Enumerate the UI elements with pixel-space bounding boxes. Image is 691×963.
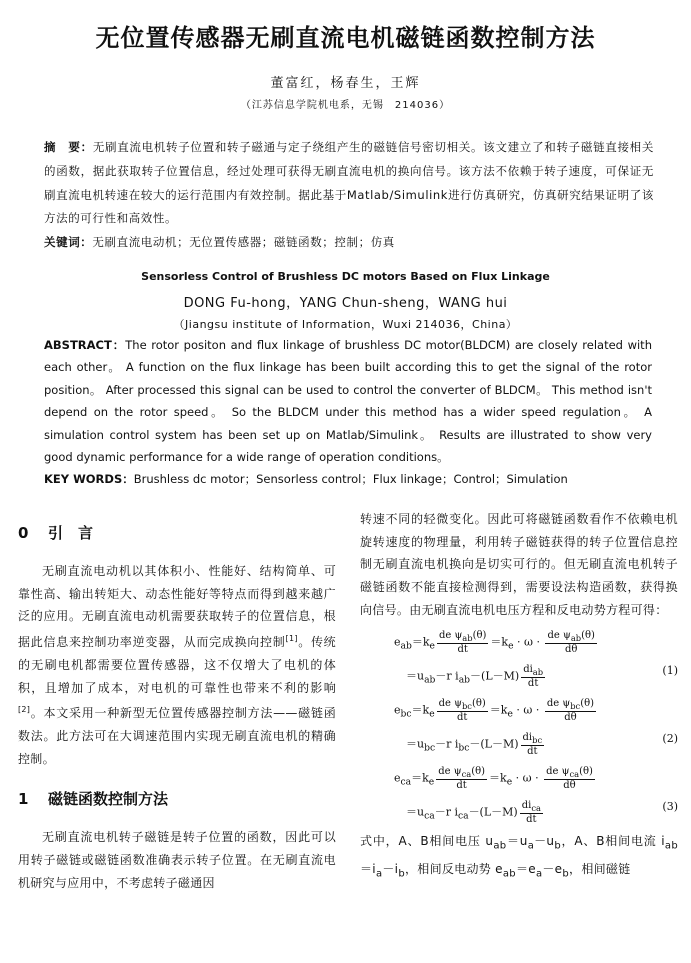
fraction: $\frac{de \psi_{bc}(\theta)}{dt}$	[438, 697, 486, 723]
equation-number: (2)	[662, 731, 678, 745]
subscript: ca	[457, 810, 469, 822]
subscript: bc	[461, 700, 472, 711]
subscript: e	[507, 708, 513, 720]
equation-line: $e_{ab}=k_e$ $\frac{de \psi_{ab}(\theta)}{dt}$ $=k_e \cdot \omega$ · $\frac{de \psi_{ab}(\theta)}{d\theta}$	[394, 629, 595, 655]
left-column	[18, 518, 336, 894]
equations-block	[360, 622, 678, 826]
fraction: $\frac{de \psi_{ca}(\theta)}{d\theta}$	[546, 765, 593, 791]
section1-paragraph: 无刷直流电机转子磁链是转子位置的函数，因此可以用转子磁链或磁链函数准确表示转子位置。在无刷直流电机研究与应用中，不考虑转子磁通因	[18, 830, 336, 890]
english-affiliation: （Jiangsu institute of Information，Wuxi 214036，China）	[173, 318, 518, 331]
subscript: e	[429, 640, 435, 652]
citation-2: [2]	[18, 705, 31, 715]
intro-heading	[18, 518, 336, 548]
chinese-keywords	[44, 231, 654, 255]
equation-line: $=u_{bc}-r$ $i_{bc}-(L-M)$ $\frac{di_{bc}}{dt}$ (2)	[406, 731, 678, 757]
citation-1: [1]	[285, 634, 298, 644]
subscript: ca	[400, 776, 412, 788]
subscript: bc	[424, 742, 436, 754]
chinese-abstract-block	[44, 136, 654, 255]
subscript: e	[506, 776, 513, 788]
intro-number: 0	[18, 524, 29, 542]
abstract-label: 摘 要：	[44, 140, 93, 154]
fraction: $\frac{de \psi_{ca}(\theta)}{dt}$	[438, 765, 486, 791]
paper-title: 无位置传感器无刷直流电机磁链函数控制方法	[95, 23, 596, 52]
subscript: e	[508, 640, 514, 652]
en-abstract-label: ABSTRACT：	[44, 338, 126, 352]
subscript: ca	[569, 768, 580, 779]
intro-paragraph	[18, 560, 336, 770]
english-title: Sensorless Control of Brushless DC motors Based on Flux Linkage	[141, 270, 550, 283]
section1-title: 磁链函数控制方法	[48, 790, 169, 809]
equation-line: $=u_{ab}-r$ $i_{ab}-(L-M)$ $\frac{di_{ab}}{dt}$ (1)	[406, 663, 678, 689]
subscript: ca	[424, 810, 435, 822]
section1-number: 1	[18, 790, 29, 809]
english-authors: DONG Fu-hong，YANG Chun-sheng，WANG hui	[183, 296, 508, 311]
equation-number: (3)	[662, 799, 678, 813]
subscript: ab	[570, 632, 582, 643]
affiliation: （江苏信息学院机电系，无锡 214036）	[240, 100, 451, 111]
en-keywords-text: Brushless dc motor；Sensorless control；Flux linkage；Control；Simulation	[133, 472, 568, 487]
section1-heading	[18, 784, 336, 814]
subscript: ca	[461, 768, 472, 779]
fraction: $\frac{de \psi_{bc}(\theta)}{d\theta}$	[546, 697, 595, 723]
english-abstract-block	[44, 334, 652, 491]
fraction: $\frac{di_{ca}}{dt}$	[521, 799, 541, 825]
equation-line: $e_{ca}=k_e$ $\frac{de \psi_{ca}(\theta)}{dt}$ $=k_e \cdot \omega$ · $\frac{de \psi_{ca}(\theta)}{d\theta}$	[394, 765, 593, 791]
equation-line: $=u_{ca}-r$ $i_{ca}-(L-M)$ $\frac{di_{ca}}{dt}$ (3)	[406, 799, 678, 825]
right-paragraph-2: 式中，A、B相间电压 $u_{ab}=u_a-u_b$，A、B相间电流 $i_{ab}=i_a-i_b$，相间反电动势 $e_{ab}=e_a-e_b$，相间磁链	[360, 833, 678, 879]
subscript: bc	[400, 708, 412, 720]
right-column	[360, 508, 678, 886]
equation-number: (1)	[662, 663, 678, 677]
subscript: ab	[462, 632, 473, 643]
subscript: e	[428, 776, 435, 788]
fraction: $\frac{di_{bc}}{dt}$	[522, 731, 543, 757]
keywords-label: 关键词：	[44, 235, 93, 250]
intro-text-3: 。本文采用一种新型无位置传感器控制方法——磁链函数法。此方法可在大调速范围内实现无刷直流电机的精确控制。	[18, 706, 336, 766]
keywords-text: 无刷直流电动机；无位置传感器；磁链函数；控制；仿真	[92, 235, 395, 250]
fraction: $\frac{di_{ab}}{dt}$	[523, 663, 544, 689]
fraction: $\frac{de \psi_{ab}(\theta)}{d\theta}$	[547, 629, 595, 655]
authors: 董富红，杨春生，王辉	[270, 76, 421, 91]
subscript: ca	[531, 802, 541, 813]
equation-line: $e_{bc}=k_e$ $\frac{de \psi_{bc}(\theta)}{dt}$ $=k_e \cdot \omega$ · $\frac{de \psi_{bc}(\theta)}{d\theta}$	[394, 697, 595, 723]
subscript: e	[429, 708, 435, 720]
intro-title: 引 言	[48, 524, 94, 542]
subscript: ab	[400, 640, 412, 652]
subscript: ab	[424, 674, 436, 686]
right-paragraph-1: 转速不同的轻微变化。因此可将磁链函数看作不依赖电机旋转速度的物理量，利用转子磁链获得的转子位置信息控制无刷直流电机换向是切实可行的。但无刷直流电机转子磁链函数不能直接检测得到，需要设法构造函数，获得换向信号。由无刷直流电机电压方程和反电动势方程可得：	[360, 512, 678, 617]
intro-text-1: 无刷直流电动机以其体积小、性能好、结构简单、可靠性高、输出转矩大、动态性能好等特点而得到越来越广泛的应用。无刷直流电动机需要获取转子的位置信息，根据此信息来控制功率逆变器，从而完成换向控制	[18, 564, 336, 650]
en-abstract-text: The rotor positon and flux linkage of brushless DC motor(BLDCM) are closely related with each other。 A function on the flux linkage has been built according this to get the signal of the rotor position。 After processed this signal can be used to control the converter of BLDCM。 This method isn't depend on the rotor speed。 So the BLDCM under this method has a wider speed regulation。 A simulation control system has been set up on Matlab/Simulink。 Results are illustrated to show very good dynamic performance for a wide range of operation conditions。	[44, 338, 652, 465]
abstract-text: 无刷直流电机转子位置和转子磁通与定子绕组产生的磁链信号密切相关。该文建立了和转子磁链直接相关的函数，据此获取转子位置信息，经过处理可获得无刷直流电机的换向信号。该方法不依赖于转子速度，可保证无刷直流电机转速在较大的运行范围内有效控制。据此基于Matlab/Simulink进行仿真研究，仿真研究结果证明了该方法的可行性和高效性。	[44, 140, 654, 226]
chinese-abstract	[44, 136, 654, 231]
intro-text-2: 。传统的无刷电机都需要位置传感器，这不仅增大了电机的体积，且增加了成本，对电机的可靠性也带来不利的影响	[18, 635, 336, 695]
english-abstract	[44, 334, 652, 468]
subscript: ab	[458, 674, 471, 686]
en-keywords-label: KEY WORDS：	[44, 472, 134, 487]
subscript: bc	[532, 734, 543, 745]
fraction: $\frac{de \psi_{ab}(\theta)}{dt}$	[438, 629, 487, 655]
english-keywords	[44, 468, 652, 490]
subscript: bc	[458, 742, 470, 754]
subscript: ab	[532, 666, 544, 677]
subscript: bc	[570, 700, 581, 711]
